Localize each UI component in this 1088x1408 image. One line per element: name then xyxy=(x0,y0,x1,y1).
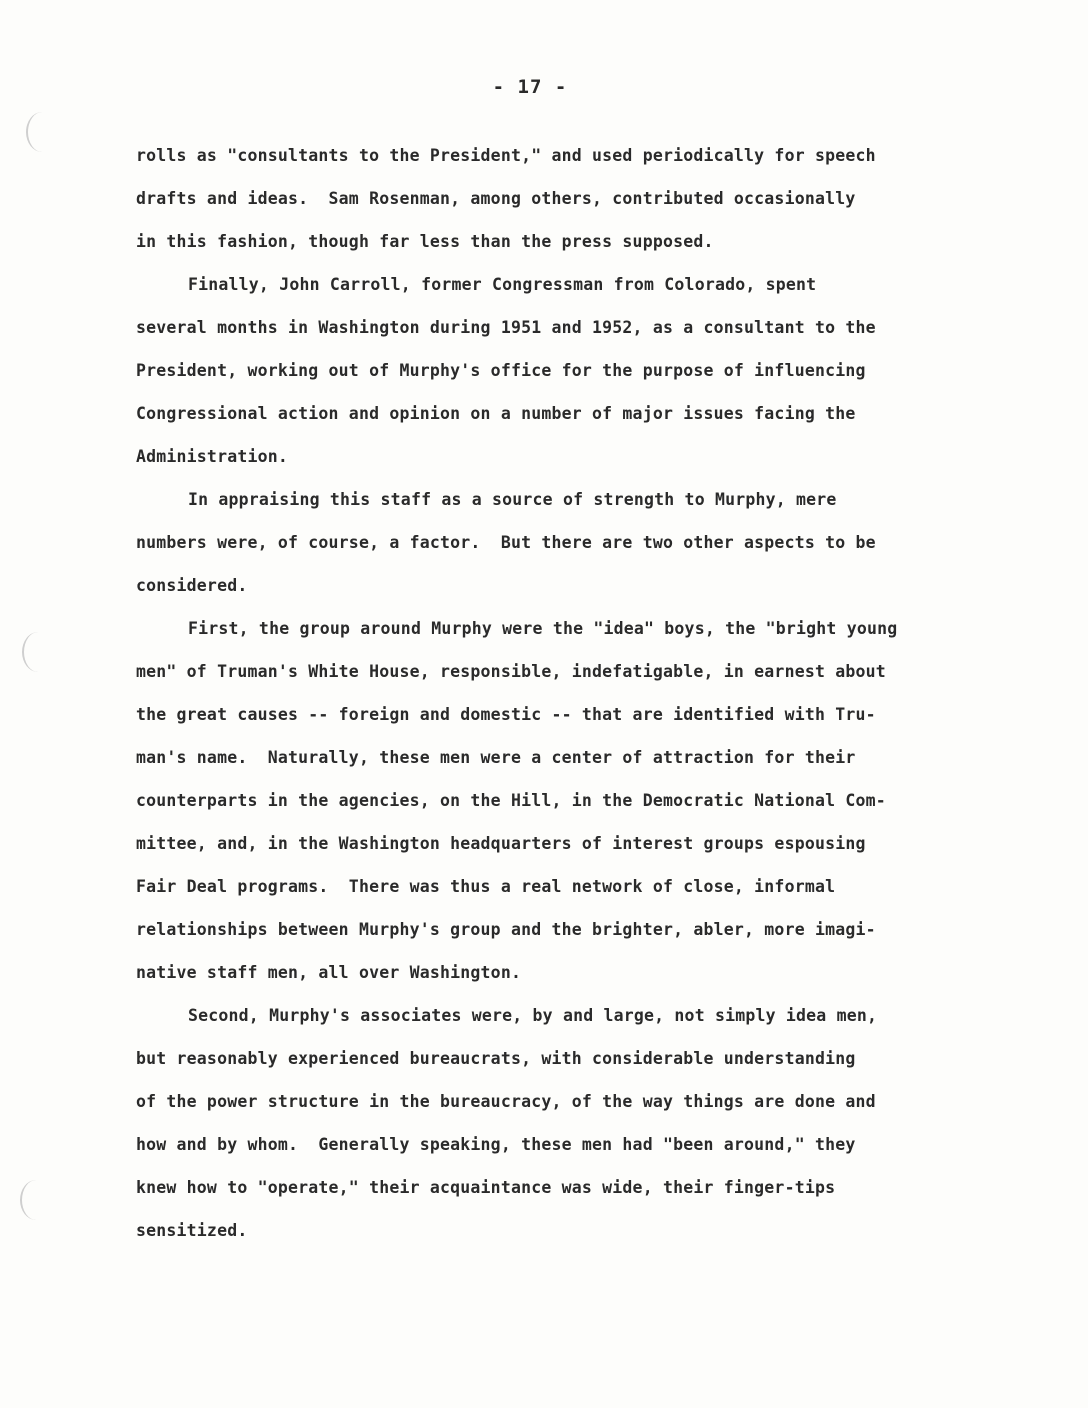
punch-hole-mark xyxy=(26,112,58,152)
text-line: sensitized. xyxy=(136,1221,248,1240)
paragraph-first-line: First, the group around Murphy were the "idea" boys, the "bright young xyxy=(188,619,898,638)
text-line: mittee, and, in the Washington headquarters of interest groups espousing xyxy=(136,834,866,853)
text-line: several months in Washington during 1951 and 1952, as a consultant to the xyxy=(136,318,876,337)
text-line: Fair Deal programs. There was thus a real network of close, informal xyxy=(136,877,836,896)
text-line: the great causes -- foreign and domestic -- that are identified with Tru- xyxy=(136,705,876,724)
punch-hole-mark xyxy=(20,1180,52,1220)
text-line: numbers were, of course, a factor. But there are two other aspects to be xyxy=(136,533,876,552)
paragraph-first-line: Second, Murphy's associates were, by and large, not simply idea men, xyxy=(188,1006,878,1025)
text-line: considered. xyxy=(136,576,248,595)
page-number: - 17 - xyxy=(492,76,568,98)
text-line: of the power structure in the bureaucracy, of the way things are done and xyxy=(136,1092,876,1111)
text-line: President, working out of Murphy's office for the purpose of influencing xyxy=(136,361,866,380)
paragraph-first-line: In appraising this staff as a source of strength to Murphy, mere xyxy=(188,490,837,509)
text-line: counterparts in the agencies, on the Hill, in the Democratic National Com- xyxy=(136,791,886,810)
paragraph-first-line: Finally, John Carroll, former Congressman from Colorado, spent xyxy=(188,275,817,294)
text-line: in this fashion, though far less than the press supposed. xyxy=(136,232,714,251)
text-line: rolls as "consultants to the President," and used periodically for speech xyxy=(136,146,876,165)
text-line: knew how to "operate," their acquaintance was wide, their finger-tips xyxy=(136,1178,836,1197)
punch-hole-mark xyxy=(22,632,54,672)
text-line: drafts and ideas. Sam Rosenman, among others, contributed occasionally xyxy=(136,189,856,208)
text-line: how and by whom. Generally speaking, these men had "been around," they xyxy=(136,1135,856,1154)
text-line: native staff men, all over Washington. xyxy=(136,963,522,982)
text-line: Administration. xyxy=(136,447,289,466)
text-line: but reasonably experienced bureaucrats, with considerable understanding xyxy=(136,1049,856,1068)
text-line: man's name. Naturally, these men were a center of attraction for their xyxy=(136,748,856,767)
text-line: relationships between Murphy's group and the brighter, abler, more imagi- xyxy=(136,920,876,939)
text-line: Congressional action and opinion on a number of major issues facing the xyxy=(136,404,856,423)
text-line: men" of Truman's White House, responsible, indefatigable, in earnest about xyxy=(136,662,886,681)
